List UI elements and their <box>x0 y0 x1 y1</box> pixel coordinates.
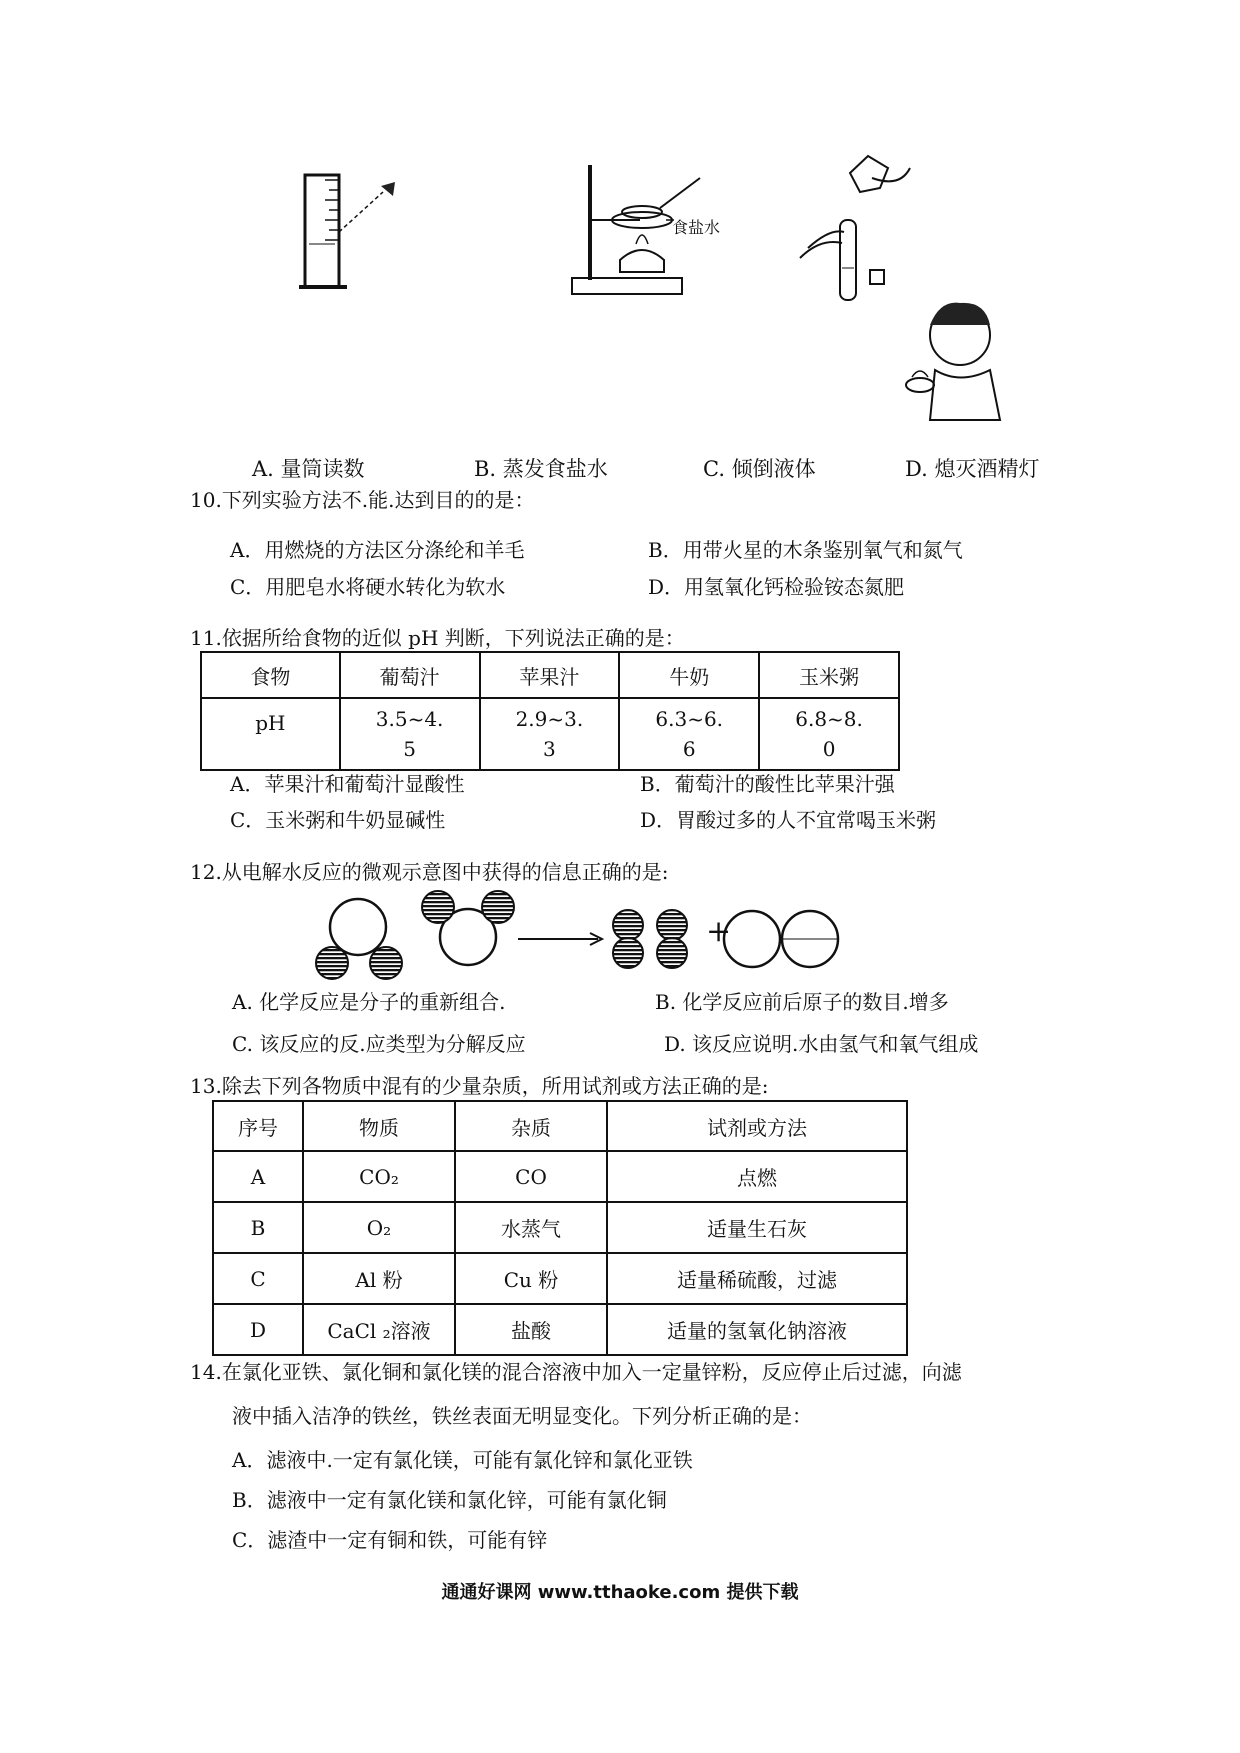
table-cell: CO <box>455 1151 607 1202</box>
reaction-arrow <box>518 933 602 945</box>
table-row <box>213 1304 907 1355</box>
table-header: 苹果汁 <box>480 652 620 698</box>
table-cell: 适量生石灰 <box>607 1202 907 1253</box>
q14-stem-line1: 14.在氯化亚铁、氯化铜和氯化镁的混合溶液中加入一定量锌粉，反应停止后过滤，向滤 <box>190 1360 962 1384</box>
table-cell: Al 粉 <box>303 1253 455 1304</box>
table-cell: 3.5~4. 5 <box>340 698 480 770</box>
table-cell: A <box>213 1151 303 1202</box>
impurity-removal-table <box>212 1100 908 1356</box>
table-cell: 水蒸气 <box>455 1202 607 1253</box>
question-number: 14. <box>190 1360 222 1384</box>
table-cell: pH <box>201 698 340 770</box>
table-row <box>213 1151 907 1202</box>
table-header: 序号 <box>213 1101 303 1151</box>
table-header: 试剂或方法 <box>607 1101 907 1151</box>
q10-stem: 10.下列实验方法不.能.达到目的的是： <box>190 488 535 512</box>
graduated-cylinder-figure <box>295 170 415 295</box>
table-row <box>201 698 899 770</box>
table-cell: 盐酸 <box>455 1304 607 1355</box>
q13-stem: 13.除去下列各物质中混有的少量杂质，所用试剂或方法正确的是: <box>190 1074 769 1098</box>
table-cell: Cu 粉 <box>455 1253 607 1304</box>
table-cell: CaCl ₂溶液 <box>303 1304 455 1355</box>
q9-option-d: D. 熄灭酒精灯 <box>905 457 1040 481</box>
electrolysis-micro-diagram <box>310 885 870 985</box>
table-row <box>213 1253 907 1304</box>
table-cell: 2.9~3. 3 <box>480 698 620 770</box>
page-footer: 通通好课网 www.tthaoke.com 提供下载 <box>441 1582 799 1603</box>
extinguish-alcohol-lamp-figure <box>890 295 1030 430</box>
evaporation-apparatus-figure <box>570 160 770 300</box>
water-molecule <box>422 891 514 965</box>
q11-option-b: B．葡萄汁的酸性比苹果汁强 <box>640 772 895 796</box>
q12-option-b: B. 化学反应前后原子的数目.增多 <box>655 990 949 1014</box>
table-header: 杂质 <box>455 1101 607 1151</box>
table-cell: 点燃 <box>607 1151 907 1202</box>
q14-option-c: C．滤渣中一定有铜和铁，可能有锌 <box>232 1528 548 1552</box>
table-cell: 适量的氢氧化钠溶液 <box>607 1304 907 1355</box>
table-header-row <box>213 1101 907 1151</box>
water-molecule <box>316 899 402 979</box>
q12-option-a: A. 化学反应是分子的重新组合. <box>232 990 506 1014</box>
q11-option-a: A．苹果汁和葡萄汁显酸性 <box>230 772 465 796</box>
q12-option-d: D. 该反应说明.水由氢气和氧气组成 <box>664 1032 979 1056</box>
q10-option-a: A．用燃烧的方法区分涤纶和羊毛 <box>230 538 525 562</box>
q11-option-d: D．胃酸过多的人不宜常喝玉米粥 <box>640 808 937 832</box>
table-header: 食物 <box>201 652 340 698</box>
question-number: 11. <box>190 626 222 650</box>
question-number: 12. <box>190 860 222 884</box>
table-cell: B <box>213 1202 303 1253</box>
table-header: 牛奶 <box>619 652 759 698</box>
hydrogen-molecule <box>613 910 643 968</box>
table-cell: O₂ <box>303 1202 455 1253</box>
table-cell: CO₂ <box>303 1151 455 1202</box>
q12-stem: 12.从电解水反应的微观示意图中获得的信息正确的是: <box>190 860 669 884</box>
table-header-row <box>201 652 899 698</box>
table-header: 葡萄汁 <box>340 652 480 698</box>
evaporation-liquid-label: 食盐水 <box>672 218 721 237</box>
q10-option-b: B．用带火星的木条鉴别氧气和氮气 <box>648 538 963 562</box>
question-number: 13. <box>190 1074 222 1098</box>
pouring-liquid-figure <box>790 148 940 308</box>
q14-option-b: B．滤液中一定有氯化镁和氯化锌，可能有氯化铜 <box>232 1488 667 1512</box>
plus-sign: + <box>706 914 732 949</box>
table-cell: 6.8~8. 0 <box>759 698 899 770</box>
table-cell: 6.3~6. 6 <box>619 698 759 770</box>
table-cell: D <box>213 1304 303 1355</box>
table-row <box>213 1202 907 1253</box>
ph-table <box>200 651 900 771</box>
q11-stem: 11.依据所给食物的近似 pH 判断，下列说法正确的是： <box>190 626 685 650</box>
q9-option-b: B. 蒸发食盐水 <box>474 457 608 481</box>
table-cell: C <box>213 1253 303 1304</box>
q14-option-a: A．滤液中.一定有氯化镁，可能有氯化锌和氯化亚铁 <box>232 1448 693 1472</box>
question-number: 10. <box>190 488 222 512</box>
oxygen-molecule <box>724 911 838 967</box>
q10-option-c: C．用肥皂水将硬水转化为软水 <box>230 575 506 599</box>
table-header: 物质 <box>303 1101 455 1151</box>
q14-stem-line2: 液中插入洁净的铁丝，铁丝表面无明显变化。下列分析正确的是： <box>232 1404 812 1428</box>
q9-option-a: A. 量筒读数 <box>252 457 365 481</box>
q11-option-c: C．玉米粥和牛奶显碱性 <box>230 808 446 832</box>
table-cell: 适量稀硫酸，过滤 <box>607 1253 907 1304</box>
hydrogen-molecule <box>657 910 687 968</box>
q12-option-c: C. 该反应的反.应类型为分解反应 <box>232 1032 526 1056</box>
q9-option-c: C. 倾倒液体 <box>703 457 816 481</box>
table-header: 玉米粥 <box>759 652 899 698</box>
q10-option-d: D．用氢氧化钙检验铵态氮肥 <box>648 575 905 599</box>
